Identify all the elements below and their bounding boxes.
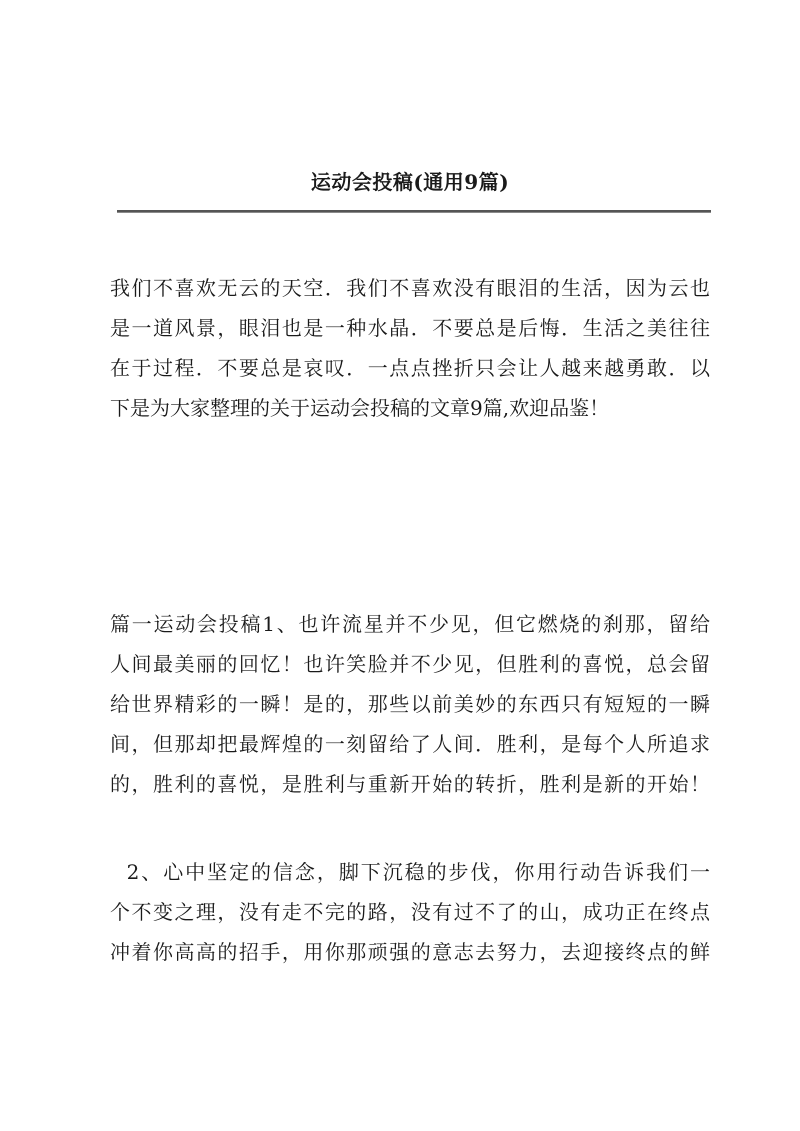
section-two-paragraph	[110, 852, 710, 972]
intro-line: 是一道风景，眼泪也是一种水晶．不要总是后悔．生活之美往往	[110, 316, 710, 340]
section-one-line: 给世界精彩的一瞬！是的，那些以前美妙的东西只有短短的一瞬	[110, 692, 710, 716]
intro-line: 我们不喜欢无云的天空．我们不喜欢没有眼泪的生活，因为云也	[110, 276, 710, 300]
document-title: 运动会投稿(通用9篇)	[310, 170, 510, 194]
section-one-line: 的，胜利的喜悦，是胜利与重新开始的转折，胜利是新的开始！	[110, 772, 710, 796]
section-one-paragraph	[110, 604, 710, 804]
section-one-line: 篇一运动会投稿1、也许流星并不少见，但它燃烧的刹那，留给	[110, 612, 710, 636]
intro-line: 下是为大家整理的关于运动会投稿的文章9篇,欢迎品鉴！	[110, 396, 610, 420]
section-two-line: 2、心中坚定的信念，脚下沉稳的步伐，你用行动告诉我们一	[110, 860, 710, 884]
intro-paragraph	[110, 268, 710, 428]
section-one-line: 人间最美丽的回忆！也许笑脸并不少见，但胜利的喜悦，总会留	[110, 652, 710, 676]
section-two-line: 冲着你高高的招手，用你那顽强的意志去努力，去迎接终点的鲜	[110, 940, 710, 964]
title-underline-rule	[117, 210, 711, 213]
section-two-line: 个不变之理，没有走不完的路，没有过不了的山，成功正在终点	[110, 900, 710, 924]
intro-line: 在于过程．不要总是哀叹．一点点挫折只会让人越来越勇敢．以	[110, 356, 710, 380]
section-one-line: 间，但那却把最辉煌的一刻留给了人间．胜利，是每个人所追求	[110, 732, 710, 756]
